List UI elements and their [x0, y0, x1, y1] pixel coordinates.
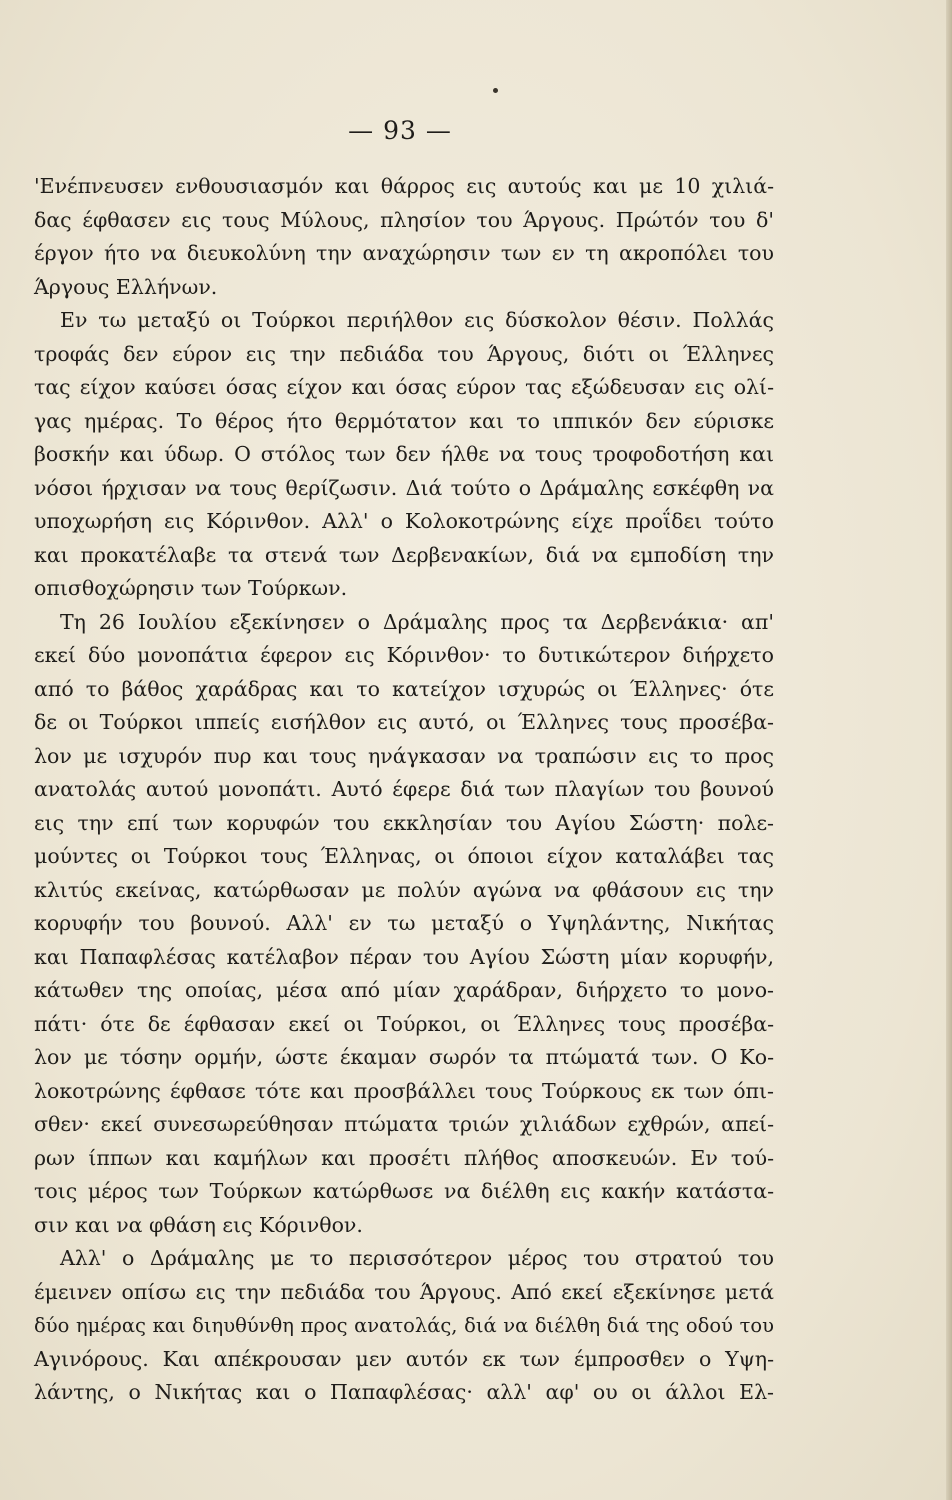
text-line: κορυφήν του βουνού. Αλλ' εν τω μεταξύ ο Υψηλάντης, Νικήτας [34, 911, 774, 935]
page-edge [946, 0, 952, 1500]
text-line: σθεν· εκεί συνεσωρεύθησαν πτώματα τριών χιλιάδων εχθρών, απεί- [34, 1112, 774, 1136]
text-line: δε οι Τούρκοι ιππείς εισήλθον εις αυτό, οι Έλληνες τους προσέβα- [34, 710, 774, 734]
ink-speck [493, 88, 498, 93]
text-line: έργον ήτο να διευκολύνη την αναχώρησιν των εν τη ακροπόλει του [34, 241, 774, 265]
text-line: Τη 26 Ιουλίου εξεκίνησεν ο Δράμαλης προς τα Δερβενάκια· απ' [60, 609, 774, 634]
page-number: — 93 — [348, 116, 452, 145]
text-line: νόσοι ήρχισαν να τους θερίζωσιν. Διά τούτο ο Δράμαλης εσκέφθη να [34, 475, 774, 500]
text-line: και Παπαφλέσας κατέλαβον πέραν του Αγίου Σώστη μίαν κορυφήν, [34, 944, 774, 969]
text-line: Αγινόρους. Και απέκρουσαν μεν αυτόν εκ των έμπροσθεν ο Υψη- [34, 1346, 774, 1371]
text-line: λοκοτρώνης έφθασε τότε και προσβάλλει τους Τούρκους εκ των όπι- [34, 1078, 774, 1103]
text-line: βοσκήν και ύδωρ. Ο στόλος των δεν ήλθε να τους τροφοδοτήση και [34, 442, 774, 466]
text-line: γας ημέρας. Το θέρος ήτο θερμότατον και το ιππικόν δεν εύρισκε [34, 408, 774, 433]
text-line: ρων ίππων και καμήλων και προσέτι πλήθος αποσκευών. Εν τού- [34, 1145, 774, 1170]
text-line: εκεί δύο μονοπάτια έφερον εις Κόρινθον· το δυτικώτερον διήρχετο [34, 643, 774, 667]
text-line: σιν και να φθάση εις Κόρινθον. [34, 1212, 363, 1237]
text-line: εις την επί των κορυφών του εκκλησίαν του Αγίου Σώστη· πολε- [34, 810, 774, 835]
text-line: έμεινεν οπίσω εις την πεδιάδα του Άργους. Από εκεί εξεκίνησε μετά [34, 1279, 774, 1304]
text-line: πάτι· ότε δε έφθασαν εκεί οι Τούρκοι, οι Έλληνες τους προσέβα- [34, 1011, 774, 1036]
text-line: δύο ημέρας και διηυθύνθη προς ανατολάς, διά να διέλθη διά της οδού του [34, 1314, 774, 1337]
text-line: Αλλ' ο Δράμαλης με το περισσότερον μέρος του στρατού του [60, 1246, 774, 1270]
text-line: τας είχον καύσει όσας είχον και όσας εύρον τας εξώδευσαν εις ολί- [34, 375, 774, 399]
text-line: οπισθοχώρησιν των Τούρκων. [34, 576, 348, 600]
text-line: από το βάθος χαράδρας και το κατείχον ισχυρώς οι Έλληνες· ότε [34, 676, 774, 701]
text-line: κλιτύς εκείνας, κατώρθωσαν με πολύν αγώνα να φθάσουν εις την [34, 877, 774, 902]
text-line: Εν τω μεταξύ οι Τούρκοι περιήλθον εις δύσκολον θέσιν. Πολλάς [60, 308, 774, 332]
text-line: τροφάς δεν εύρον εις την πεδιάδα του Άργους, διότι οι Έλληνες [34, 341, 774, 366]
text-line: τοις μέρος των Τούρκων κατώρθωσε να διέλθη εις κακήν κατάστα- [34, 1179, 774, 1203]
text-line: λάντης, ο Νικήτας και ο Παπαφλέσας· αλλ' αφ' ου οι άλλοι Ελ- [34, 1380, 774, 1404]
text-line: 'Ενέπνευσεν ενθουσιασμόν και θάρρος εις αυτούς και με 10 χιλιά- [34, 174, 774, 198]
text-line: μούντες οι Τούρκοι τους Έλληνας, οι όποιοι είχον καταλάβει τας [34, 844, 774, 868]
text-line: υποχωρήση εις Κόρινθον. Αλλ' ο Κολοκοτρώνης είχε προΐδει τούτο [34, 509, 774, 533]
text-line: κάτωθεν της οποίας, μέσα από μίαν χαράδραν, διήρχετο το μονο- [34, 978, 774, 1002]
body-text [34, 170, 774, 1410]
text-line: λον με τόσην ορμήν, ώστε έκαμαν σωρόν τα πτώματά των. Ο Κο- [34, 1045, 774, 1069]
text-line: Άργους Ελλήνων. [34, 274, 218, 299]
text-line: και προκατέλαβε τα στενά των Δερβενακίων, διά να εμποδίση την [34, 542, 774, 567]
text-line: λον με ισχυρόν πυρ και τους ηνάγκασαν να τραπώσιν εις το προς [34, 743, 774, 768]
text-line: ανατολάς αυτού μονοπάτι. Αυτό έφερε διά των πλαγίων του βουνού [34, 777, 774, 801]
text-line: δας έφθασεν εις τους Μύλους, πλησίον του Άργους. Πρώτόν του δ' [34, 207, 774, 232]
